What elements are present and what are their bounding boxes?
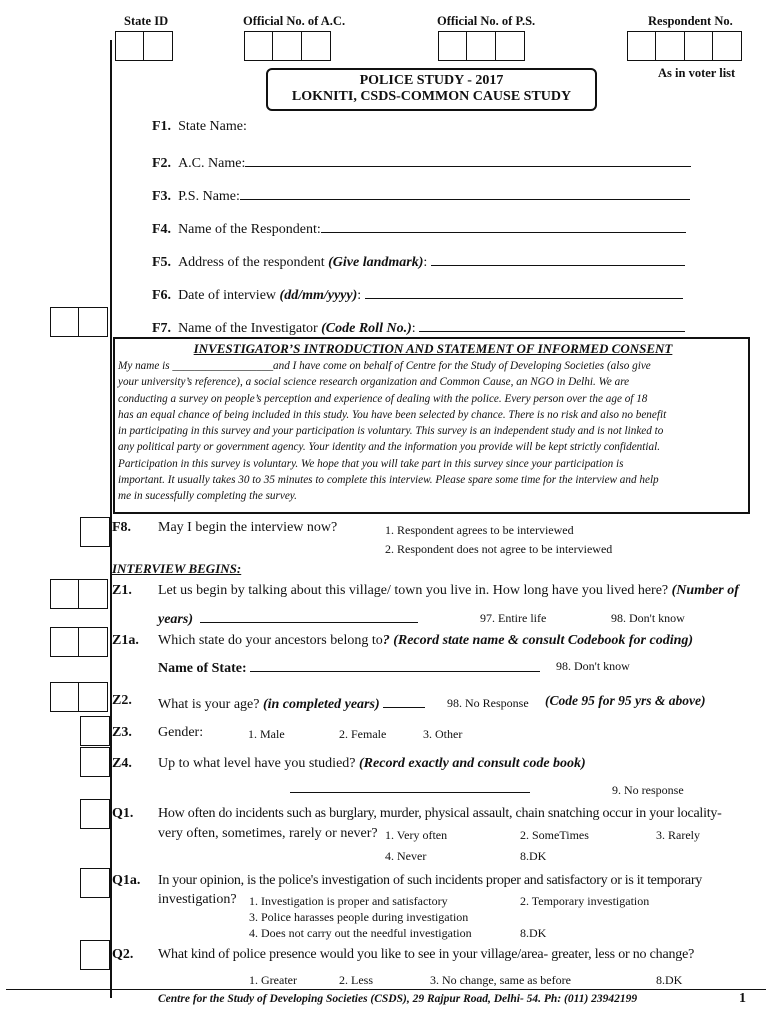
z2-id: Z2. bbox=[112, 693, 132, 708]
margin-rule bbox=[110, 40, 112, 998]
z1-years-row[interactable]: years) bbox=[158, 608, 418, 628]
q1a-line1: In your opinion, is the police's investigation of such incidents proper and satisfactory or is it temporary bbox=[158, 873, 702, 888]
ps-no-boxes[interactable] bbox=[438, 31, 523, 61]
f8-answer-box[interactable] bbox=[80, 517, 110, 547]
z3-option-3[interactable]: 3. Other bbox=[423, 727, 463, 741]
respondent-no-label: Respondent No. bbox=[648, 14, 733, 28]
z3-question: Gender: bbox=[158, 725, 204, 740]
q1a-line2: investigation? bbox=[158, 892, 237, 907]
z1a-state-row[interactable]: Name of State: bbox=[158, 657, 540, 677]
interview-begins-heading: INTERVIEW BEGINS: bbox=[112, 561, 242, 576]
q1-line2: very often, sometimes, rarely or never? bbox=[158, 826, 378, 841]
f4-line[interactable] bbox=[321, 218, 686, 233]
q1-option-2[interactable]: 2. SomeTimes bbox=[520, 828, 589, 842]
z1a-state-line[interactable] bbox=[250, 657, 540, 672]
f8-option-2[interactable]: 2. Respondent does not agree to be interviewed bbox=[385, 542, 613, 556]
z4-answer-box[interactable] bbox=[80, 747, 110, 777]
page-number: 1 bbox=[739, 991, 746, 1006]
q1-option-3[interactable]: 3. Rarely bbox=[656, 828, 700, 842]
q1-id: Q1. bbox=[112, 806, 134, 821]
f8-option-1[interactable]: 1. Respondent agrees to be interviewed bbox=[385, 523, 574, 537]
z3-id: Z3. bbox=[112, 725, 132, 740]
consent-heading: INVESTIGATOR’S INTRODUCTION AND STATEMENT OF INFORMED CONSENT bbox=[193, 341, 673, 356]
q2-id: Q2. bbox=[112, 947, 134, 962]
z1a-id: Z1a. bbox=[112, 633, 139, 648]
f7-boxes[interactable] bbox=[50, 307, 107, 337]
ac-no-label: Official No. of A.C. bbox=[243, 14, 346, 28]
field-f5[interactable]: F5. Address of the respondent (Give landmark): bbox=[152, 251, 685, 271]
q1-answer-box[interactable] bbox=[80, 799, 110, 829]
q1a-option-2[interactable]: 2. Temporary investigation bbox=[520, 894, 650, 908]
field-f6[interactable]: F6. Date of interview (dd/mm/yyyy): bbox=[152, 284, 683, 304]
ps-no-label: Official No. of P.S. bbox=[437, 14, 536, 28]
q2-option-2[interactable]: 2. Less bbox=[339, 973, 373, 987]
z2-option[interactable]: 98. No Response bbox=[447, 696, 529, 710]
z3-option-2[interactable]: 2. Female bbox=[339, 727, 387, 741]
field-f2[interactable]: F2. A.C. Name: bbox=[152, 152, 691, 172]
z2-question[interactable]: What is your age? (in completed years) bbox=[158, 693, 425, 713]
respondent-no-boxes[interactable] bbox=[627, 31, 741, 61]
z1-answer-boxes[interactable] bbox=[50, 579, 107, 609]
title-line2: LOKNITI, CSDS-COMMON CAUSE STUDY bbox=[291, 89, 572, 104]
q1a-option-3[interactable]: 3. Police harasses people during investigation bbox=[249, 910, 469, 924]
q1a-option-5[interactable]: 8.DK bbox=[520, 926, 547, 940]
q1a-option-1[interactable]: 1. Investigation is proper and satisfactory bbox=[249, 894, 448, 908]
q1a-id: Q1a. bbox=[112, 873, 141, 888]
q1a-answer-box[interactable] bbox=[80, 868, 110, 898]
title-box bbox=[266, 68, 597, 111]
voter-list-note: As in voter list bbox=[658, 66, 736, 80]
z1-option-2[interactable]: 98. Don't know bbox=[611, 611, 685, 625]
f7-line[interactable] bbox=[419, 317, 685, 332]
f3-line[interactable] bbox=[240, 185, 690, 200]
z1-question: Let us begin by talking about this village/ town you live in. How long have you lived here? (Number of bbox=[158, 583, 739, 598]
title-line1: POLICE STUDY - 2017 bbox=[359, 73, 504, 88]
f5-line[interactable] bbox=[431, 251, 685, 266]
z2-code-note: (Code 95 for 95 yrs & above) bbox=[545, 693, 706, 708]
footer-address: Centre for the Study of Developing Societies (CSDS), 29 Rajpur Road, Delhi- 54. Ph: (011) 23942199 bbox=[158, 993, 638, 1005]
f6-line[interactable] bbox=[365, 284, 683, 299]
z1a-option[interactable]: 98. Don't know bbox=[556, 659, 630, 673]
f2-line[interactable] bbox=[245, 152, 691, 167]
z3-answer-box[interactable] bbox=[80, 716, 110, 746]
q2-option-1[interactable]: 1. Greater bbox=[249, 973, 297, 987]
z4-id: Z4. bbox=[112, 756, 132, 771]
f8-question: May I begin the interview now? bbox=[158, 520, 338, 535]
q1-option-5[interactable]: 8.DK bbox=[520, 849, 547, 863]
field-f7[interactable]: F7. Name of the Investigator (Code Roll No.): bbox=[152, 317, 685, 337]
z4-answer-line[interactable] bbox=[290, 782, 530, 793]
z1-option-1[interactable]: 97. Entire life bbox=[480, 611, 547, 625]
q2-option-3[interactable]: 3. No change, same as before bbox=[430, 973, 571, 987]
field-f4[interactable]: F4. Name of the Respondent: bbox=[152, 218, 686, 238]
q2-answer-box[interactable] bbox=[80, 940, 110, 970]
z4-question: Up to what level have you studied? (Record exactly and consult code book) bbox=[158, 756, 586, 771]
q2-question: What kind of police presence would you like to see in your village/area- greater, less or no change? bbox=[158, 947, 695, 962]
q1-option-4[interactable]: 4. Never bbox=[385, 849, 427, 863]
ac-no-boxes[interactable] bbox=[244, 31, 329, 61]
state-id-boxes[interactable] bbox=[115, 31, 172, 61]
q2-option-4[interactable]: 8.DK bbox=[656, 973, 683, 987]
z2-answer-boxes[interactable] bbox=[50, 682, 107, 712]
field-f1[interactable]: F1. State Name: bbox=[152, 119, 247, 134]
z2-age-line[interactable] bbox=[383, 693, 425, 708]
q1-line1: How often do incidents such as burglary, murder, physical assault, chain snatching occur in your locality- bbox=[158, 806, 722, 821]
field-f3[interactable]: F3. P.S. Name: bbox=[152, 185, 690, 205]
consent-text: My name is __________________and I have come on behalf of Centre for the Study of Developing Societies (also give your university’s reference), a social science research organization and Common Cause, an NGO in Delhi. We are conducting a survey on people’s perception and experience of dealing with the police. Every person over the age of 18 has an equal chance of being included in this study. You have been selected by chance. There is no risk and also no benefit in participating in this survey and your participation is voluntary. This survey is an independent study and is not linked to any political party or government agency. Your identity and the information you provide will be kept strictly confidential. Participation in this survey is voluntary. We hope that you will take part in this survey since your participation is important. It usually takes 30 to 35 minutes to complete this interview. Please spare some time for the interview and help me in sucessfully completing the survey. bbox=[118, 360, 667, 503]
f8-id: F8. bbox=[112, 520, 132, 535]
state-id-label: State ID bbox=[124, 14, 169, 28]
z3-option-1[interactable]: 1. Male bbox=[248, 727, 285, 741]
q1-option-1[interactable]: 1. Very often bbox=[385, 828, 448, 842]
footer-rule bbox=[6, 989, 766, 990]
z1-id: Z1. bbox=[112, 583, 132, 598]
consent-box bbox=[113, 337, 750, 514]
z1-years-line[interactable] bbox=[200, 608, 418, 623]
z4-option[interactable]: 9. No response bbox=[612, 783, 684, 797]
z1a-question: Which state do your ancestors belong to? (Record state name & consult Codebook for coding) bbox=[158, 633, 694, 648]
z1a-answer-boxes[interactable] bbox=[50, 627, 107, 657]
q1a-option-4[interactable]: 4. Does not carry out the needful investigation bbox=[249, 926, 472, 940]
